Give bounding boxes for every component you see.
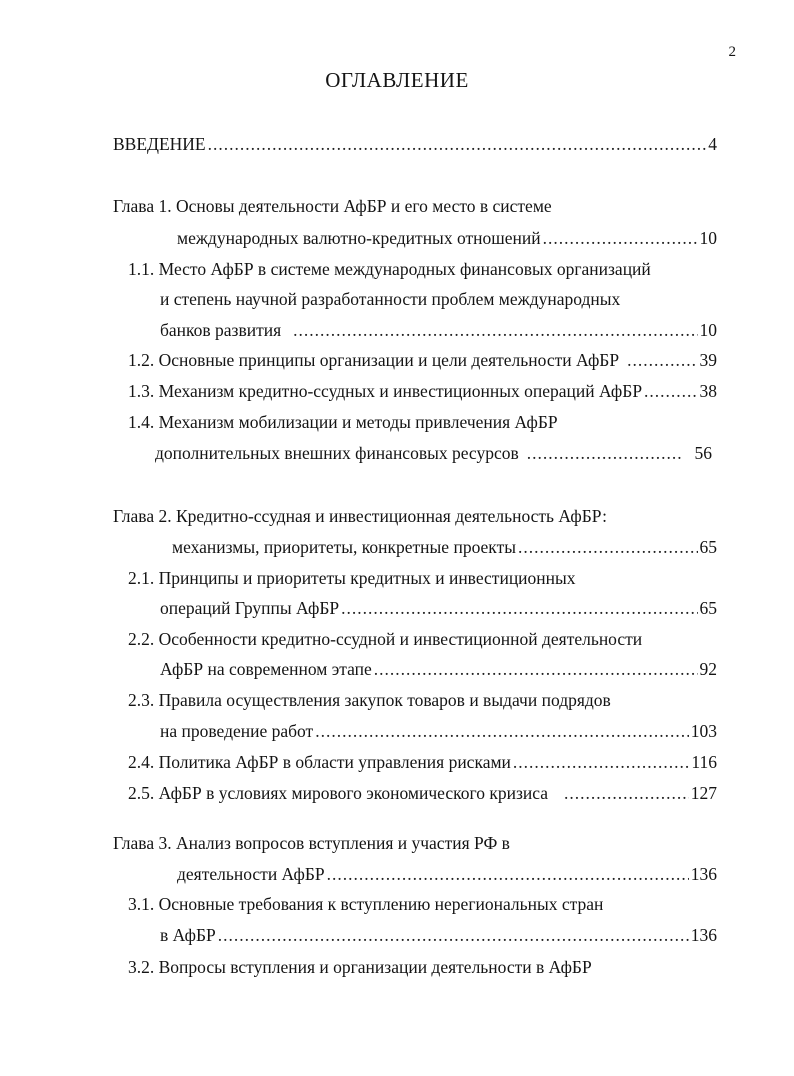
toc-leader-dots [518, 535, 698, 559]
toc-chapter-2-title[interactable]: Глава 2. Кредитно-ссудная и инвестиционная деятельность АфБР: [113, 506, 607, 526]
toc-section-2-3-entry[interactable] [160, 719, 717, 743]
toc-leader-dots [527, 441, 683, 465]
toc-entry-label: ВВЕДЕНИЕ [113, 134, 206, 154]
toc-chapter-1-title[interactable]: Глава 1. Основы деятельности АфБР и его место в системе [113, 196, 552, 216]
toc-chapter-3-entry[interactable] [177, 862, 717, 886]
toc-chapter-3-title[interactable]: Глава 3. Анализ вопросов вступления и участия РФ в [113, 833, 510, 853]
toc-page-number: 10 [699, 228, 717, 248]
toc-leader-dots [543, 226, 698, 250]
toc-leader-dots [374, 657, 698, 681]
toc-entry-label: операций Группы АфБР [160, 598, 340, 618]
toc-leader-dots [293, 318, 697, 342]
toc-chapter-2-entry[interactable] [172, 535, 717, 559]
toc-leader-dots [341, 596, 697, 620]
toc-page-number: 136 [690, 864, 717, 884]
toc-section-1-1[interactable]: 1.1. Место АфБР в системе международных финансовых организаций [128, 259, 651, 279]
toc-entry-label: 2.4. Политика АфБР в области управления рисками [128, 752, 511, 772]
toc-section-3-1[interactable]: 3.1. Основные требования к вступлению нерегиональных стран [128, 894, 604, 914]
toc-leader-dots [644, 379, 697, 403]
toc-leader-dots [208, 132, 707, 156]
toc-page-number: 116 [691, 752, 717, 772]
toc-leader-dots [513, 750, 689, 774]
toc-entry-label: 2.5. АфБР в условиях мирового экономического кризиса [128, 783, 548, 803]
toc-page-number: 4 [708, 134, 717, 154]
toc-section-2-3[interactable]: 2.3. Правила осуществления закупок товаров и выдачи подрядов [128, 690, 611, 710]
toc-page-number: 65 [699, 537, 717, 557]
toc-page-number: 39 [699, 350, 717, 370]
toc-entry-label: на проведение работ [160, 721, 314, 741]
toc-section-3-1-entry[interactable] [160, 923, 717, 947]
toc-section-1-3[interactable] [128, 379, 717, 403]
toc-section-2-4[interactable] [128, 750, 717, 774]
toc-entry-label: в АфБР [160, 925, 216, 945]
toc-entry-label: АфБР на современном этапе [160, 659, 372, 679]
toc-entry-label: 1.3. Механизм кредитно-ссудных и инвестиционных операций АфБР [128, 381, 643, 401]
toc-chapter-1-entry[interactable] [177, 226, 717, 250]
toc-section-1-4-entry[interactable] [155, 441, 712, 465]
toc-entry-label: 1.2. Основные принципы организации и цели деятельности АфБР [128, 350, 620, 370]
toc-section-1-2[interactable] [128, 348, 717, 372]
toc-section-2-2[interactable]: 2.2. Особенности кредитно-ссудной и инвестиционной деятельности [128, 629, 643, 649]
toc-entry-label: деятельности АфБР [177, 864, 325, 884]
toc-leader-dots [218, 923, 689, 947]
toc-leader-dots [564, 781, 689, 805]
toc-section-2-1[interactable]: 2.1. Принципы и приоритеты кредитных и инвестиционных [128, 568, 576, 588]
toc-page-number: 103 [690, 721, 717, 741]
toc-entry-label: международных валютно-кредитных отношений [177, 228, 541, 248]
toc-entry-label: механизмы, приоритеты, конкретные проекты [172, 537, 516, 557]
page-title: ОГЛАВЛЕНИЕ [325, 68, 469, 92]
toc-section-1-1-entry[interactable] [160, 318, 717, 342]
toc-page-number: 92 [699, 659, 717, 679]
toc-leader-dots [327, 862, 689, 886]
toc-entry-introduction[interactable] [113, 132, 717, 156]
toc-page-number: 65 [699, 598, 717, 618]
toc-section-2-1-entry[interactable] [160, 596, 717, 620]
toc-page-number: 38 [699, 381, 717, 401]
toc-page-number: 56 [694, 443, 712, 463]
toc-leader-dots [627, 348, 697, 372]
toc-section-2-2-entry[interactable] [160, 657, 717, 681]
toc-entry-label: дополнительных внешних финансовых ресурсов [155, 443, 519, 463]
toc-section-1-1-line2: и степень научной разработанности проблем международных [160, 289, 621, 309]
toc-page-number: 127 [690, 783, 717, 803]
toc-section-3-2[interactable]: 3.2. Вопросы вступления и организации деятельности в АфБР [128, 957, 592, 977]
toc-leader-dots [315, 719, 689, 743]
toc-page-number: 136 [690, 925, 717, 945]
toc-page-number: 10 [699, 320, 717, 340]
toc-entry-label: банков развития [160, 320, 282, 340]
toc-section-1-4[interactable]: 1.4. Механизм мобилизации и методы привлечения АфБР [128, 412, 558, 432]
toc-section-2-5[interactable] [128, 781, 717, 805]
page-number: 2 [728, 44, 736, 60]
